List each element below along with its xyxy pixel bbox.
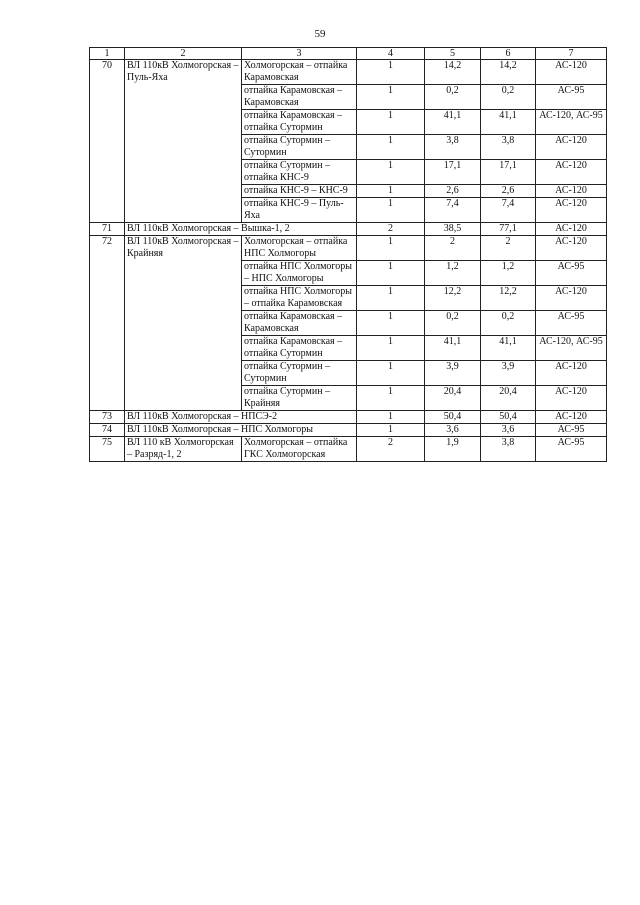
- route-length: 1,2: [425, 261, 481, 286]
- line-name: ВЛ 110кВ Холмогорская – Пуль-Яха: [125, 60, 242, 223]
- wire-type: АС-120: [536, 198, 607, 223]
- route-length: 50,4: [425, 411, 481, 424]
- circuit-length: 3,6: [481, 424, 536, 437]
- segment-name: отпайка НПС Холмогоры – НПС Холмогоры: [242, 261, 357, 286]
- row-number: 73: [90, 411, 125, 424]
- wire-type: АС-120: [536, 286, 607, 311]
- circuit-count: 1: [357, 311, 425, 336]
- wire-type: АС-120, АС-95: [536, 110, 607, 135]
- line-name: ВЛ 110кВ Холмогорская – НПСЭ-2: [125, 411, 357, 424]
- circuit-length: 2,6: [481, 185, 536, 198]
- table-row: [90, 437, 607, 462]
- circuit-length: 12,2: [481, 286, 536, 311]
- route-length: 0,2: [425, 85, 481, 110]
- wire-type: АС-120: [536, 223, 607, 236]
- circuit-length: 2: [481, 236, 536, 261]
- wire-type: АС-120: [536, 361, 607, 386]
- segment-name: отпайка Сутормин – Крайняя: [242, 386, 357, 411]
- segment-name: отпайка Сутормин – Сутормин: [242, 135, 357, 160]
- circuit-count: 1: [357, 411, 425, 424]
- circuit-count: 1: [357, 424, 425, 437]
- wire-type: АС-120: [536, 185, 607, 198]
- circuit-count: 1: [357, 361, 425, 386]
- segment-name: отпайка КНС-9 – Пуль-Яха: [242, 198, 357, 223]
- segment-name: Холмогорская – отпайка НПС Холмогоры: [242, 236, 357, 261]
- circuit-count: 1: [357, 135, 425, 160]
- circuit-length: 0,2: [481, 85, 536, 110]
- route-length: 20,4: [425, 386, 481, 411]
- circuit-length: 1,2: [481, 261, 536, 286]
- row-number: 71: [90, 223, 125, 236]
- wire-type: АС-95: [536, 424, 607, 437]
- circuit-count: 1: [357, 261, 425, 286]
- wire-type: АС-95: [536, 261, 607, 286]
- segment-name: отпайка КНС-9 – КНС-9: [242, 185, 357, 198]
- route-length: 3,6: [425, 424, 481, 437]
- row-number: 75: [90, 437, 125, 462]
- route-length: 0,2: [425, 311, 481, 336]
- column-header: 1: [90, 48, 125, 60]
- circuit-length: 7,4: [481, 198, 536, 223]
- route-length: 14,2: [425, 60, 481, 85]
- segment-name: Холмогорская – отпайка ГКС Холмогорская: [242, 437, 357, 462]
- circuit-length: 14,2: [481, 60, 536, 85]
- route-length: 7,4: [425, 198, 481, 223]
- route-length: 17,1: [425, 160, 481, 185]
- table-row: [90, 411, 607, 424]
- circuit-length: 3,9: [481, 361, 536, 386]
- segment-name: отпайка Карамовская – Карамовская: [242, 311, 357, 336]
- circuit-count: 1: [357, 236, 425, 261]
- circuit-count: 2: [357, 223, 425, 236]
- wire-type: АС-120: [536, 160, 607, 185]
- table-row: [90, 236, 607, 261]
- row-number: 72: [90, 236, 125, 411]
- wire-type: АС-120: [536, 386, 607, 411]
- wire-type: АС-95: [536, 437, 607, 462]
- line-name: ВЛ 110кВ Холмогорская – НПС Холмогоры: [125, 424, 357, 437]
- wire-type: АС-95: [536, 311, 607, 336]
- circuit-count: 1: [357, 185, 425, 198]
- segment-name: Холмогорская – отпайка Карамовская: [242, 60, 357, 85]
- segment-name: отпайка Сутормин – Сутормин: [242, 361, 357, 386]
- circuit-length: 3,8: [481, 135, 536, 160]
- wire-type: АС-120, АС-95: [536, 336, 607, 361]
- route-length: 38,5: [425, 223, 481, 236]
- row-number: 70: [90, 60, 125, 223]
- circuit-count: 1: [357, 336, 425, 361]
- route-length: 12,2: [425, 286, 481, 311]
- route-length: 41,1: [425, 336, 481, 361]
- segment-name: отпайка Карамовская – Карамовская: [242, 85, 357, 110]
- line-name: ВЛ 110кВ Холмогорская – Крайняя: [125, 236, 242, 411]
- wire-type: АС-120: [536, 135, 607, 160]
- page-number: 59: [314, 28, 326, 40]
- segment-name: отпайка Карамовская – отпайка Сутормин: [242, 336, 357, 361]
- segment-name: отпайка НПС Холмогоры – отпайка Карамовская: [242, 286, 357, 311]
- circuit-length: 20,4: [481, 386, 536, 411]
- circuit-count: 1: [357, 110, 425, 135]
- wire-type: АС-120: [536, 411, 607, 424]
- column-header: 5: [425, 48, 481, 60]
- circuit-count: 1: [357, 85, 425, 110]
- circuit-count: 1: [357, 160, 425, 185]
- circuit-length: 50,4: [481, 411, 536, 424]
- wire-type: АС-120: [536, 236, 607, 261]
- circuit-length: 41,1: [481, 336, 536, 361]
- circuit-length: 17,1: [481, 160, 536, 185]
- circuit-length: 77,1: [481, 223, 536, 236]
- column-header: 6: [481, 48, 536, 60]
- column-header: 7: [536, 48, 607, 60]
- circuit-count: 1: [357, 286, 425, 311]
- table-row: [90, 60, 607, 85]
- route-length: 1,9: [425, 437, 481, 462]
- segment-name: отпайка Карамовская – отпайка Сутормин: [242, 110, 357, 135]
- wire-type: АС-95: [536, 85, 607, 110]
- circuit-count: 1: [357, 60, 425, 85]
- column-header: 2: [125, 48, 242, 60]
- wire-type: АС-120: [536, 60, 607, 85]
- route-length: 3,8: [425, 135, 481, 160]
- circuit-count: 2: [357, 437, 425, 462]
- circuit-count: 1: [357, 386, 425, 411]
- line-name: ВЛ 110 кВ Холмогорская – Разряд-1, 2: [125, 437, 242, 462]
- circuit-length: 41,1: [481, 110, 536, 135]
- line-name: ВЛ 110кВ Холмогорская – Вышка-1, 2: [125, 223, 357, 236]
- column-header: 3: [242, 48, 357, 60]
- table-header-row: [90, 48, 607, 60]
- table-row: [90, 223, 607, 236]
- circuit-length: 3,8: [481, 437, 536, 462]
- circuit-count: 1: [357, 198, 425, 223]
- route-length: 2,6: [425, 185, 481, 198]
- route-length: 3,9: [425, 361, 481, 386]
- table-row: [90, 424, 607, 437]
- power-lines-table: [89, 47, 607, 462]
- row-number: 74: [90, 424, 125, 437]
- segment-name: отпайка Сутормин – отпайка КНС-9: [242, 160, 357, 185]
- column-header: 4: [357, 48, 425, 60]
- route-length: 41,1: [425, 110, 481, 135]
- table-body: [90, 60, 607, 462]
- route-length: 2: [425, 236, 481, 261]
- circuit-length: 0,2: [481, 311, 536, 336]
